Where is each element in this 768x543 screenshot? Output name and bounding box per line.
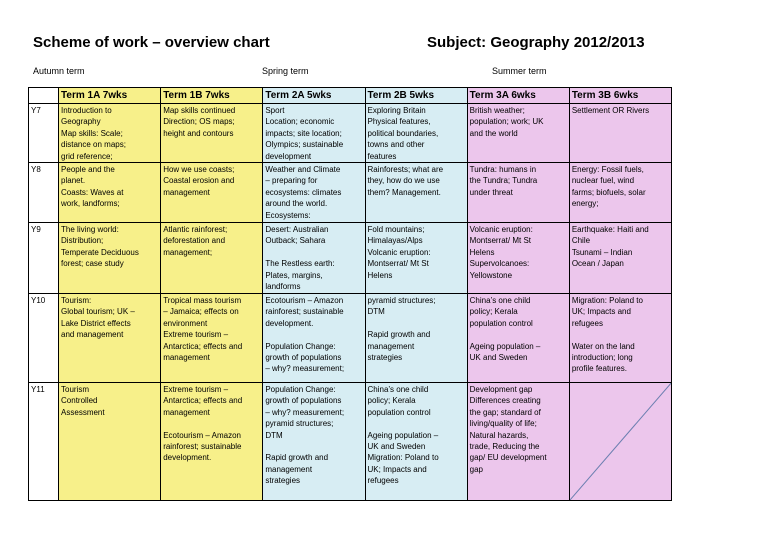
- table-cell: Ecotourism – Amazon rainforest; sustainable development. Population Change: growth of populations – why? measurement;: [263, 294, 365, 383]
- table-cell: Tundra: humans in the Tundra; Tundra under threat: [467, 163, 569, 223]
- table-cell: How we use coasts; Coastal erosion and management: [161, 163, 263, 223]
- overview-table: [28, 87, 672, 501]
- table-cell: Migration: Poland to UK; Impacts and refugees Water on the land introduction; long profile features.: [569, 294, 671, 383]
- table-cell: Rainforests; what are they, how do we use them? Management.: [365, 163, 467, 223]
- table-row-y10: [29, 294, 672, 383]
- page-title: Scheme of work – overview chart: [33, 34, 270, 51]
- table-cell: Earthquake: Haiti and Chile Tsunami – Indian Ocean / Japan: [569, 223, 671, 294]
- table-cell: The living world: Distribution; Temperate Deciduous forest; case study: [59, 223, 161, 294]
- autumn-term-label: Autumn term: [33, 66, 85, 76]
- col-header-term-3b: Term 3B 6wks: [569, 88, 671, 104]
- table-cell: Fold mountains; Himalayas/Alps Volcanic eruption: Montserrat/ Mt St Helens: [365, 223, 467, 294]
- table-cell: Settlement OR Rivers: [569, 104, 671, 163]
- year-label: Y11: [29, 383, 59, 501]
- table-row-y8: [29, 163, 672, 223]
- table-cell: Development gap Differences creating the gap; standard of living/quality of life; Natural hazards, trade, Reducing the gap/ EU development gap: [467, 383, 569, 501]
- table-row-y9: [29, 223, 672, 294]
- table-cell: Extreme tourism – Antarctica; effects and management Ecotourism – Amazon rainforest; sustainable development.: [161, 383, 263, 501]
- table-cell: Energy: Fossil fuels, nuclear fuel, wind farms; biofuels, solar energy;: [569, 163, 671, 223]
- col-header-term-3a: Term 3A 6wks: [467, 88, 569, 104]
- spring-term-label: Spring term: [262, 66, 309, 76]
- table-cell: Weather and Climate – preparing for ecosystems: climates around the world. Ecosystems:: [263, 163, 365, 223]
- header-row: [29, 88, 672, 104]
- table-cell: Exploring Britain Physical features, political boundaries, towns and other features: [365, 104, 467, 163]
- table-cell: Desert: Australian Outback; Sahara The Restless earth: Plates, margins, landforms: [263, 223, 365, 294]
- table-cell: British weather; population; work; UK and the world: [467, 104, 569, 163]
- table-cell: Tropical mass tourism – Jamaica; effects on environment Extreme tourism – Antarctica; effects and management: [161, 294, 263, 383]
- year-label: Y7: [29, 104, 59, 163]
- table-cell: Atlantic rainforest; deforestation and management;: [161, 223, 263, 294]
- diagonal-line: [570, 383, 671, 500]
- corner-cell: [29, 88, 59, 104]
- table-cell: Map skills continued Direction; OS maps; height and contours: [161, 104, 263, 163]
- table-cell: pyramid structures; DTM Rapid growth and management strategies: [365, 294, 467, 383]
- col-header-term-1b: Term 1B 7wks: [161, 88, 263, 104]
- col-header-term-2a: Term 2A 5wks: [263, 88, 365, 104]
- empty-crossed-cell: [569, 383, 671, 501]
- year-label: Y9: [29, 223, 59, 294]
- table-cell: China’s one child policy; Kerala population control Ageing population – UK and Sweden Migration: Poland to UK; Impacts and refugees: [365, 383, 467, 501]
- table-cell: Tourism: Global tourism; UK – Lake District effects and management: [59, 294, 161, 383]
- table-cell: Volcanic eruption: Montserrat/ Mt St Helens Supervolcanoes: Yellowstone: [467, 223, 569, 294]
- table-row-y11: [29, 383, 672, 501]
- year-label: Y8: [29, 163, 59, 223]
- table-cell: China’s one child policy; Kerala population control Ageing population – UK and Sweden: [467, 294, 569, 383]
- summer-term-label: Summer term: [492, 66, 547, 76]
- table-row-y7: [29, 104, 672, 163]
- col-header-term-2b: Term 2B 5wks: [365, 88, 467, 104]
- table-cell: Introduction to Geography Map skills: Scale; distance on maps; grid reference;: [59, 104, 161, 163]
- subject-title: Subject: Geography 2012/2013: [427, 34, 645, 51]
- table-cell: Population Change: growth of populations – why? measurement; pyramid structures; DTM Rapid growth and management strategies: [263, 383, 365, 501]
- col-header-term-1a: Term 1A 7wks: [59, 88, 161, 104]
- table-cell: People and the planet. Coasts: Waves at work, landforms;: [59, 163, 161, 223]
- table-cell: Tourism Controlled Assessment: [59, 383, 161, 501]
- table-cell: Sport Location; economic impacts; site location; Olympics; sustainable development: [263, 104, 365, 163]
- year-label: Y10: [29, 294, 59, 383]
